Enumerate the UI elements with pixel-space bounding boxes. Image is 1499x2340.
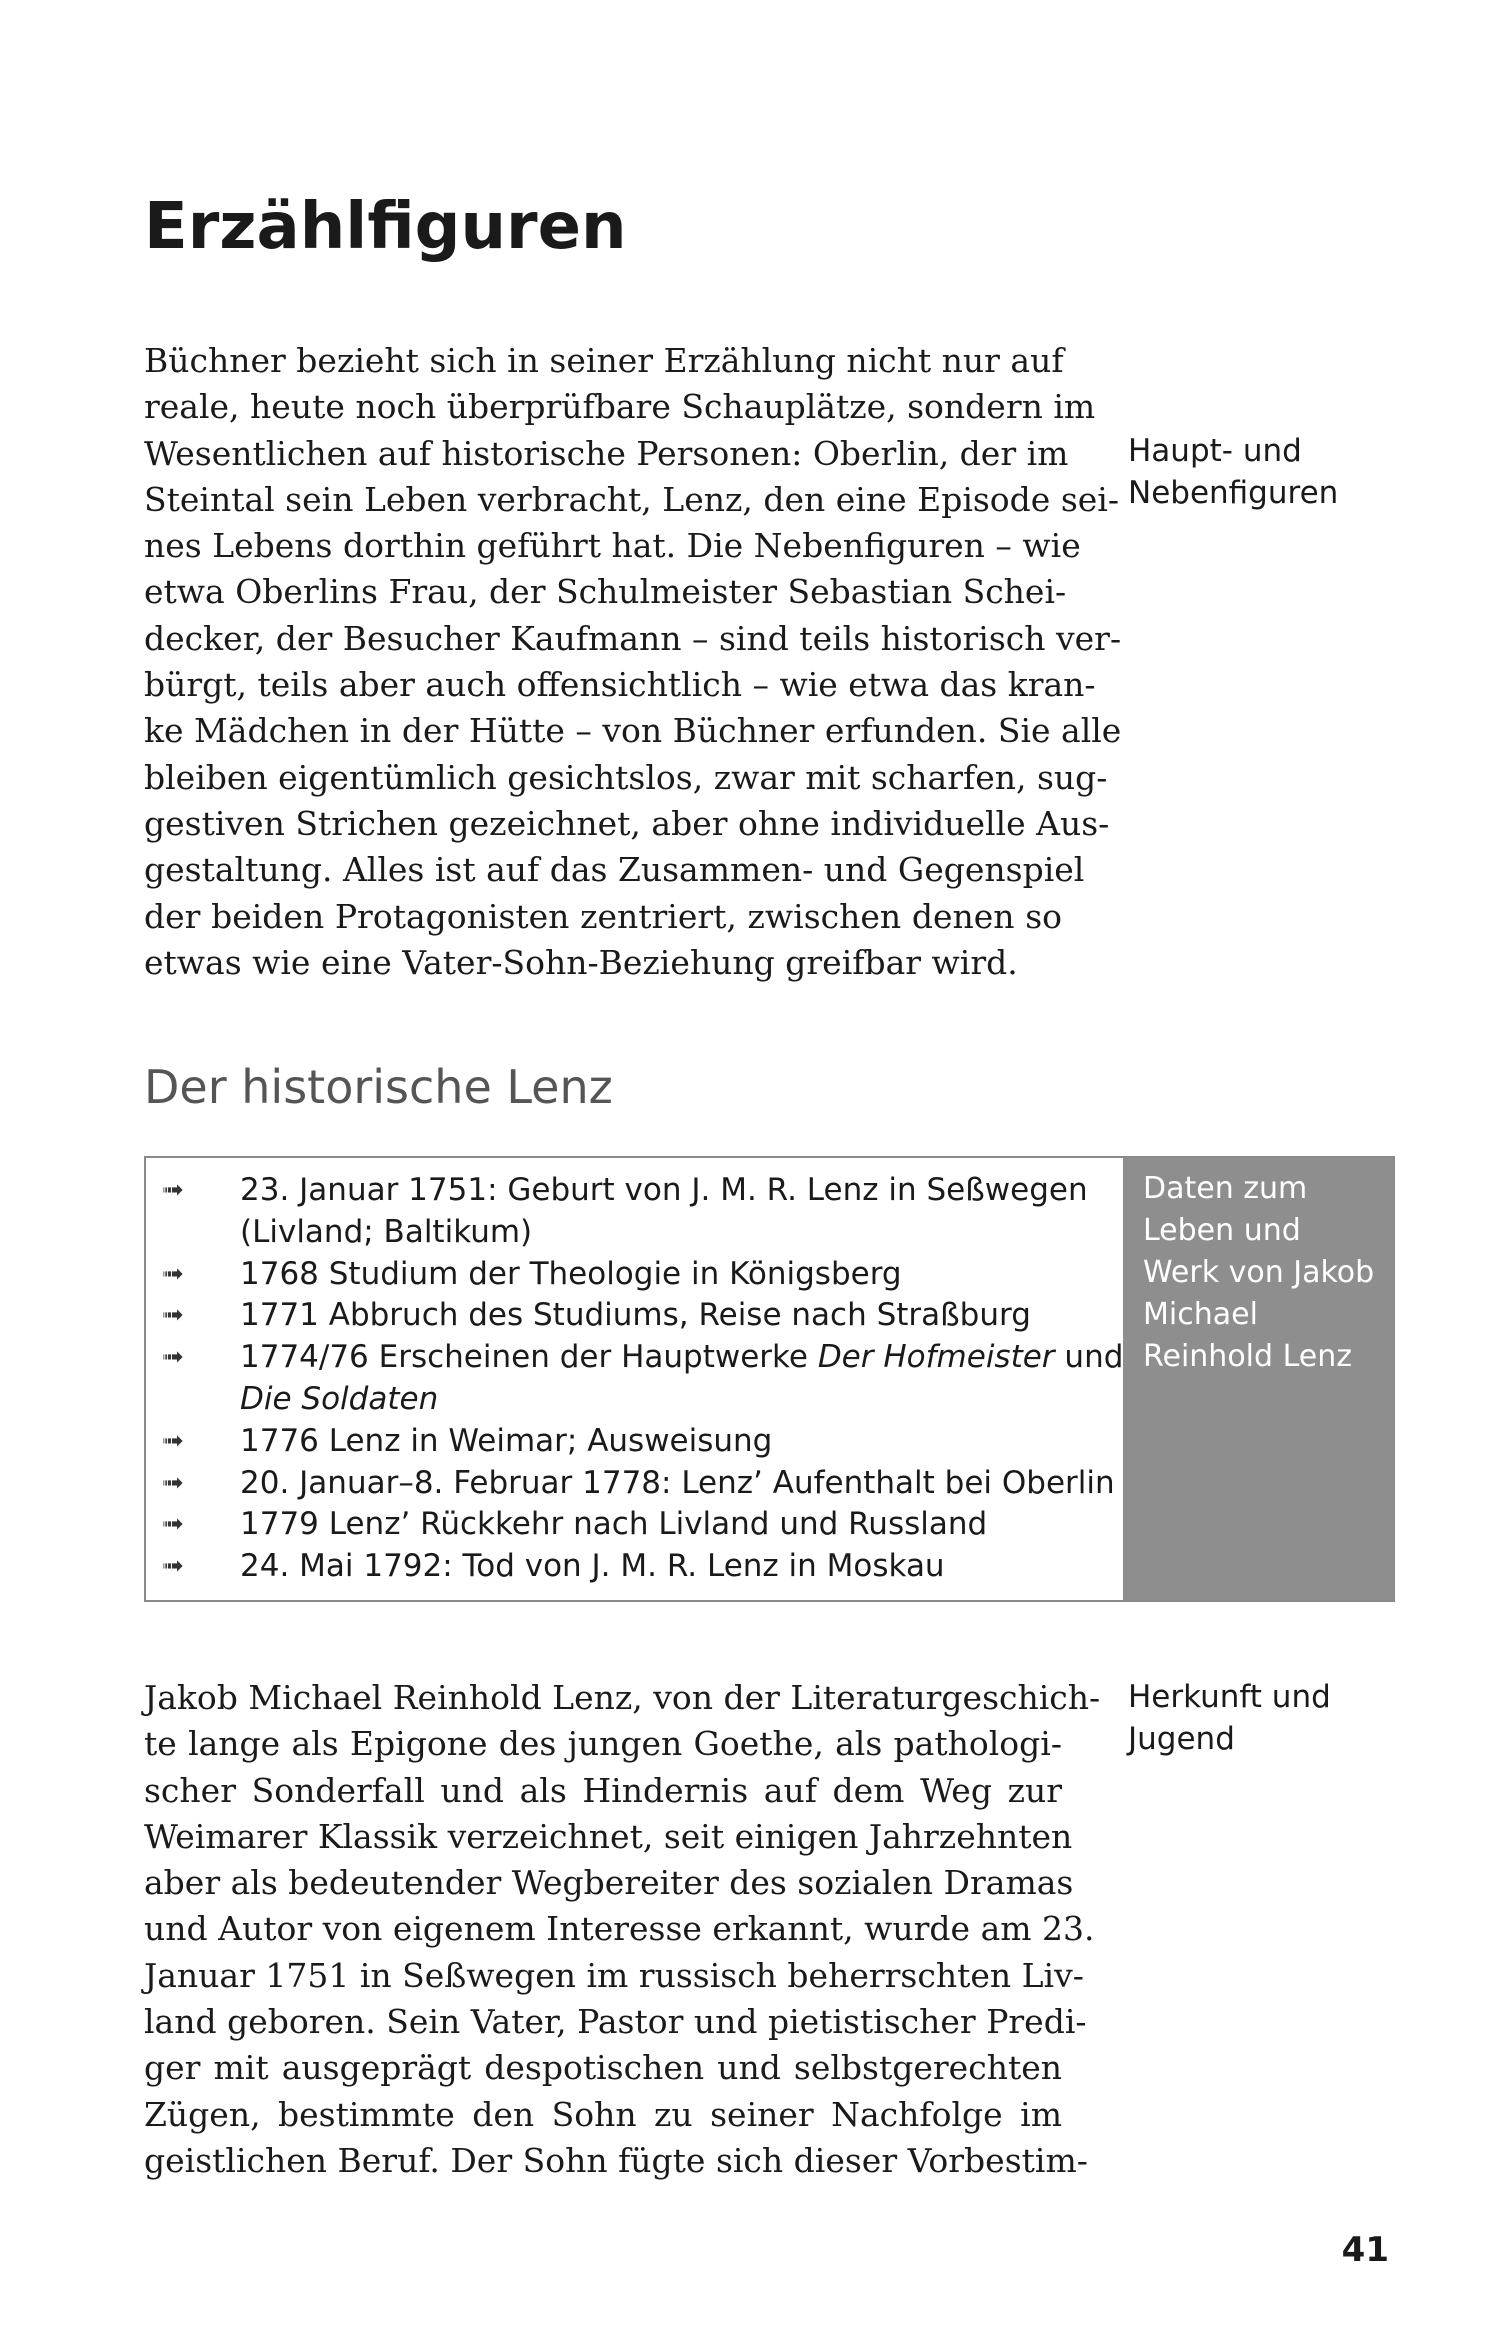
text-line: Zügen, bestimmte den Sohn zu seiner Nachfolge im: [144, 2094, 1062, 2134]
text-line: der beiden Protagonisten zentriert, zwischen denen so: [144, 896, 1062, 936]
list-item-text: 1779 Lenz’ Rückkehr nach Livland und Russland: [240, 1506, 988, 1543]
list-item-text: 1771 Abbruch des Studiums, Reise nach Straßburg: [240, 1297, 1031, 1334]
sidebar-line: Werk von Jakob: [1143, 1255, 1375, 1290]
list-item: [146, 1337, 1126, 1421]
page-number: 41: [1341, 2230, 1389, 2270]
info-box-timeline: [144, 1156, 1395, 1602]
margin-note-line: Haupt- und: [1128, 433, 1302, 469]
arrow-icon: ➟: [162, 1342, 184, 1373]
text-line: etwas wie eine Vater-Sohn-Beziehung greifbar wird.: [144, 942, 1018, 982]
arrow-icon: ➟: [162, 1175, 184, 1205]
text-line: und Autor von eigenem Interesse erkannt, wurde am 23.: [144, 1909, 1095, 1949]
text-line: ger mit ausgeprägt despotischen und selbstgerechten: [144, 2048, 1062, 2088]
list-item-text: 23. Januar 1751: Geburt von J. M. R. Lenz in Seßwegen: [240, 1172, 1088, 1208]
list-item: [146, 1463, 1126, 1505]
list-item-text: (Livland; Baltikum): [240, 1213, 533, 1250]
list-item-text: 24. Mai 1792: Tod von J. M. R. Lenz in Moskau: [240, 1548, 945, 1585]
text-line: Büchner bezieht sich in seiner Erzählung nicht nur auf: [144, 341, 1064, 380]
text-line: bleiben eigentümlich gesichtslos, zwar mit scharfen, sug-: [144, 757, 1108, 797]
text-line: geistlichen Beruf. Der Sohn fügte sich dieser Vorbestim-: [144, 2140, 1088, 2180]
margin-note-line: Herkunft und: [1128, 1679, 1331, 1715]
text-line: Weimarer Klassik verzeichnet, seit einigen Jahrzehnten: [144, 1816, 1073, 1856]
text-line: te lange als Epigone des jungen Goethe, als pathologi-: [144, 1724, 1062, 1764]
paragraph-origin: [144, 1675, 1101, 2184]
list-item-text: [240, 1337, 1126, 1379]
text-line: Steintal sein Leben verbracht, Lenz, den eine Episode sei-: [144, 479, 1119, 519]
text-line: Januar 1751 in Seßwegen im russisch beherrschten Liv-: [144, 1955, 1084, 1995]
list-item: [146, 1421, 1126, 1463]
arrow-icon: ➟: [162, 1509, 184, 1540]
list-item-text-part: und: [1054, 1339, 1124, 1376]
margin-note-line: Nebenfiguren: [1128, 475, 1339, 511]
text-line: aber als bedeutender Wegbereiter des sozialen Dramas: [144, 1863, 1074, 1903]
list-item-text: 1776 Lenz in Weimar; Ausweisung: [240, 1422, 773, 1459]
text-line: gestaltung. Alles ist auf das Zusammen- und Gegenspiel: [144, 850, 1085, 890]
arrow-icon: ➟: [162, 1467, 184, 1498]
margin-note-origin: [1128, 1676, 1368, 1760]
sidebar-line: Leben und: [1143, 1213, 1301, 1248]
arrow-icon: ➟: [162, 1300, 184, 1331]
list-item-text: 20. Januar–8. Februar 1778: Lenz’ Aufenthalt bei Oberlin: [240, 1464, 1115, 1501]
text-line: Jakob Michael Reinhold Lenz, von der Literaturgeschich-: [144, 1678, 1101, 1717]
arrow-icon: ➟: [162, 1551, 184, 1582]
text-line: scher Sonderfall und als Hindernis auf dem Weg zur: [144, 1770, 1062, 1810]
list-item-text: [240, 1379, 1126, 1421]
arrow-icon: ➟: [162, 1425, 184, 1456]
timeline-list: [146, 1170, 1126, 1588]
list-item: [146, 1170, 1126, 1254]
sidebar-line: Michael: [1143, 1297, 1258, 1332]
paragraph-characters: [144, 338, 1122, 986]
work-title: Die Soldaten: [240, 1380, 439, 1417]
text-line: gestiven Strichen gezeichnet, aber ohne individuelle Aus-: [144, 803, 1110, 843]
list-item: [146, 1295, 1126, 1337]
text-line: reale, heute noch überprüfbare Schauplätze, sondern im: [144, 387, 1096, 427]
margin-note-line: Jugend: [1128, 1721, 1235, 1757]
margin-note-figures: [1128, 430, 1368, 514]
list-item: [146, 1254, 1126, 1296]
info-box-sidebar: [1123, 1158, 1393, 1600]
sidebar-line: Reinhold Lenz: [1143, 1339, 1352, 1374]
text-line: land geboren. Sein Vater, Pastor und pietistischer Predi-: [144, 2002, 1087, 2042]
sidebar-line: Daten zum: [1143, 1171, 1308, 1206]
list-item-text-part: 1774/76 Erscheinen der Hauptwerke: [240, 1339, 818, 1376]
work-title: Der Hofmeister: [817, 1339, 1055, 1376]
arrow-icon: ➟: [162, 1258, 184, 1289]
text-line: ke Mädchen in der Hütte – von Büchner erfunden. Sie alle: [144, 711, 1122, 751]
text-line: nes Lebens dorthin geführt hat. Die Nebenfiguren – wie: [144, 526, 1081, 566]
list-item-text: 1768 Studium der Theologie in Königsberg: [240, 1255, 902, 1292]
section-heading: Der historische Lenz: [144, 1060, 613, 1114]
text-line: decker, der Besucher Kaufmann – sind teils historisch ver-: [144, 618, 1122, 658]
list-item: [146, 1504, 1126, 1546]
text-line: Wesentlichen auf historische Personen: Oberlin, der im: [144, 433, 1069, 473]
list-item: [146, 1546, 1126, 1588]
text-line: bürgt, teils aber auch offensichtlich – wie etwa das kran-: [144, 665, 1096, 705]
text-line: etwa Oberlins Frau, der Schulmeister Sebastian Schei-: [144, 572, 1067, 612]
page-title: Erzählfiguren: [144, 190, 627, 264]
